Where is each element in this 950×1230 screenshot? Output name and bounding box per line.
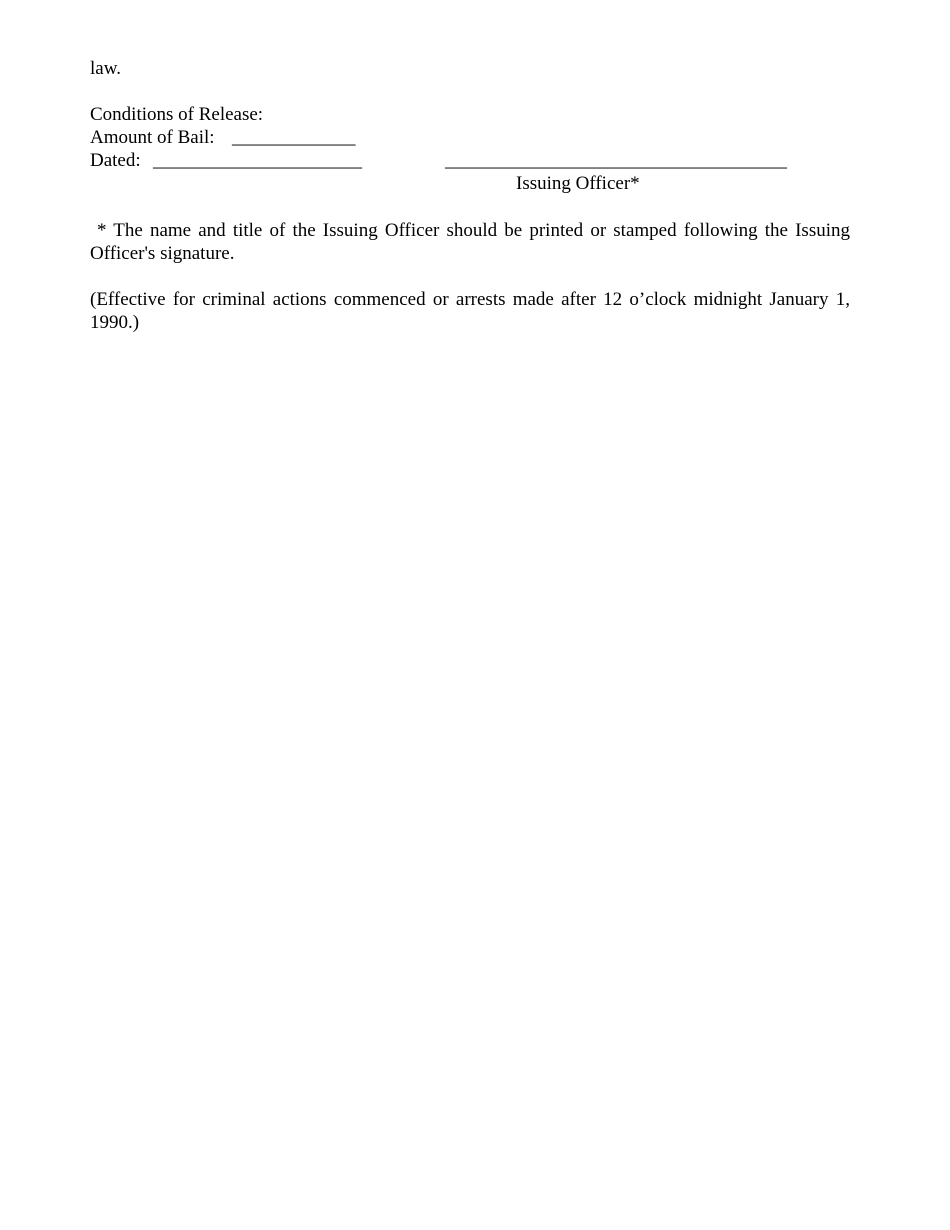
signature-line: ____________________________________	[445, 150, 787, 171]
amount-of-bail-label: Amount of Bail:	[90, 127, 215, 148]
effective-date-note: (Effective for criminal actions commenced or arrests made after 12 o’clock midnight January 1, 1990.)	[90, 289, 850, 333]
footnote-paragraph: * The name and title of the Issuing Officer should be printed or stamped following the Issuing Officer's signature.	[90, 220, 850, 264]
issuing-officer-caption: Issuing Officer*	[516, 173, 640, 194]
lead-text: law.	[90, 58, 121, 79]
dated-blank: ______________________	[153, 150, 362, 171]
conditions-of-release-label: Conditions of Release:	[90, 104, 264, 125]
dated-label: Dated:	[90, 150, 141, 171]
amount-of-bail-blank: _____________	[232, 127, 356, 148]
